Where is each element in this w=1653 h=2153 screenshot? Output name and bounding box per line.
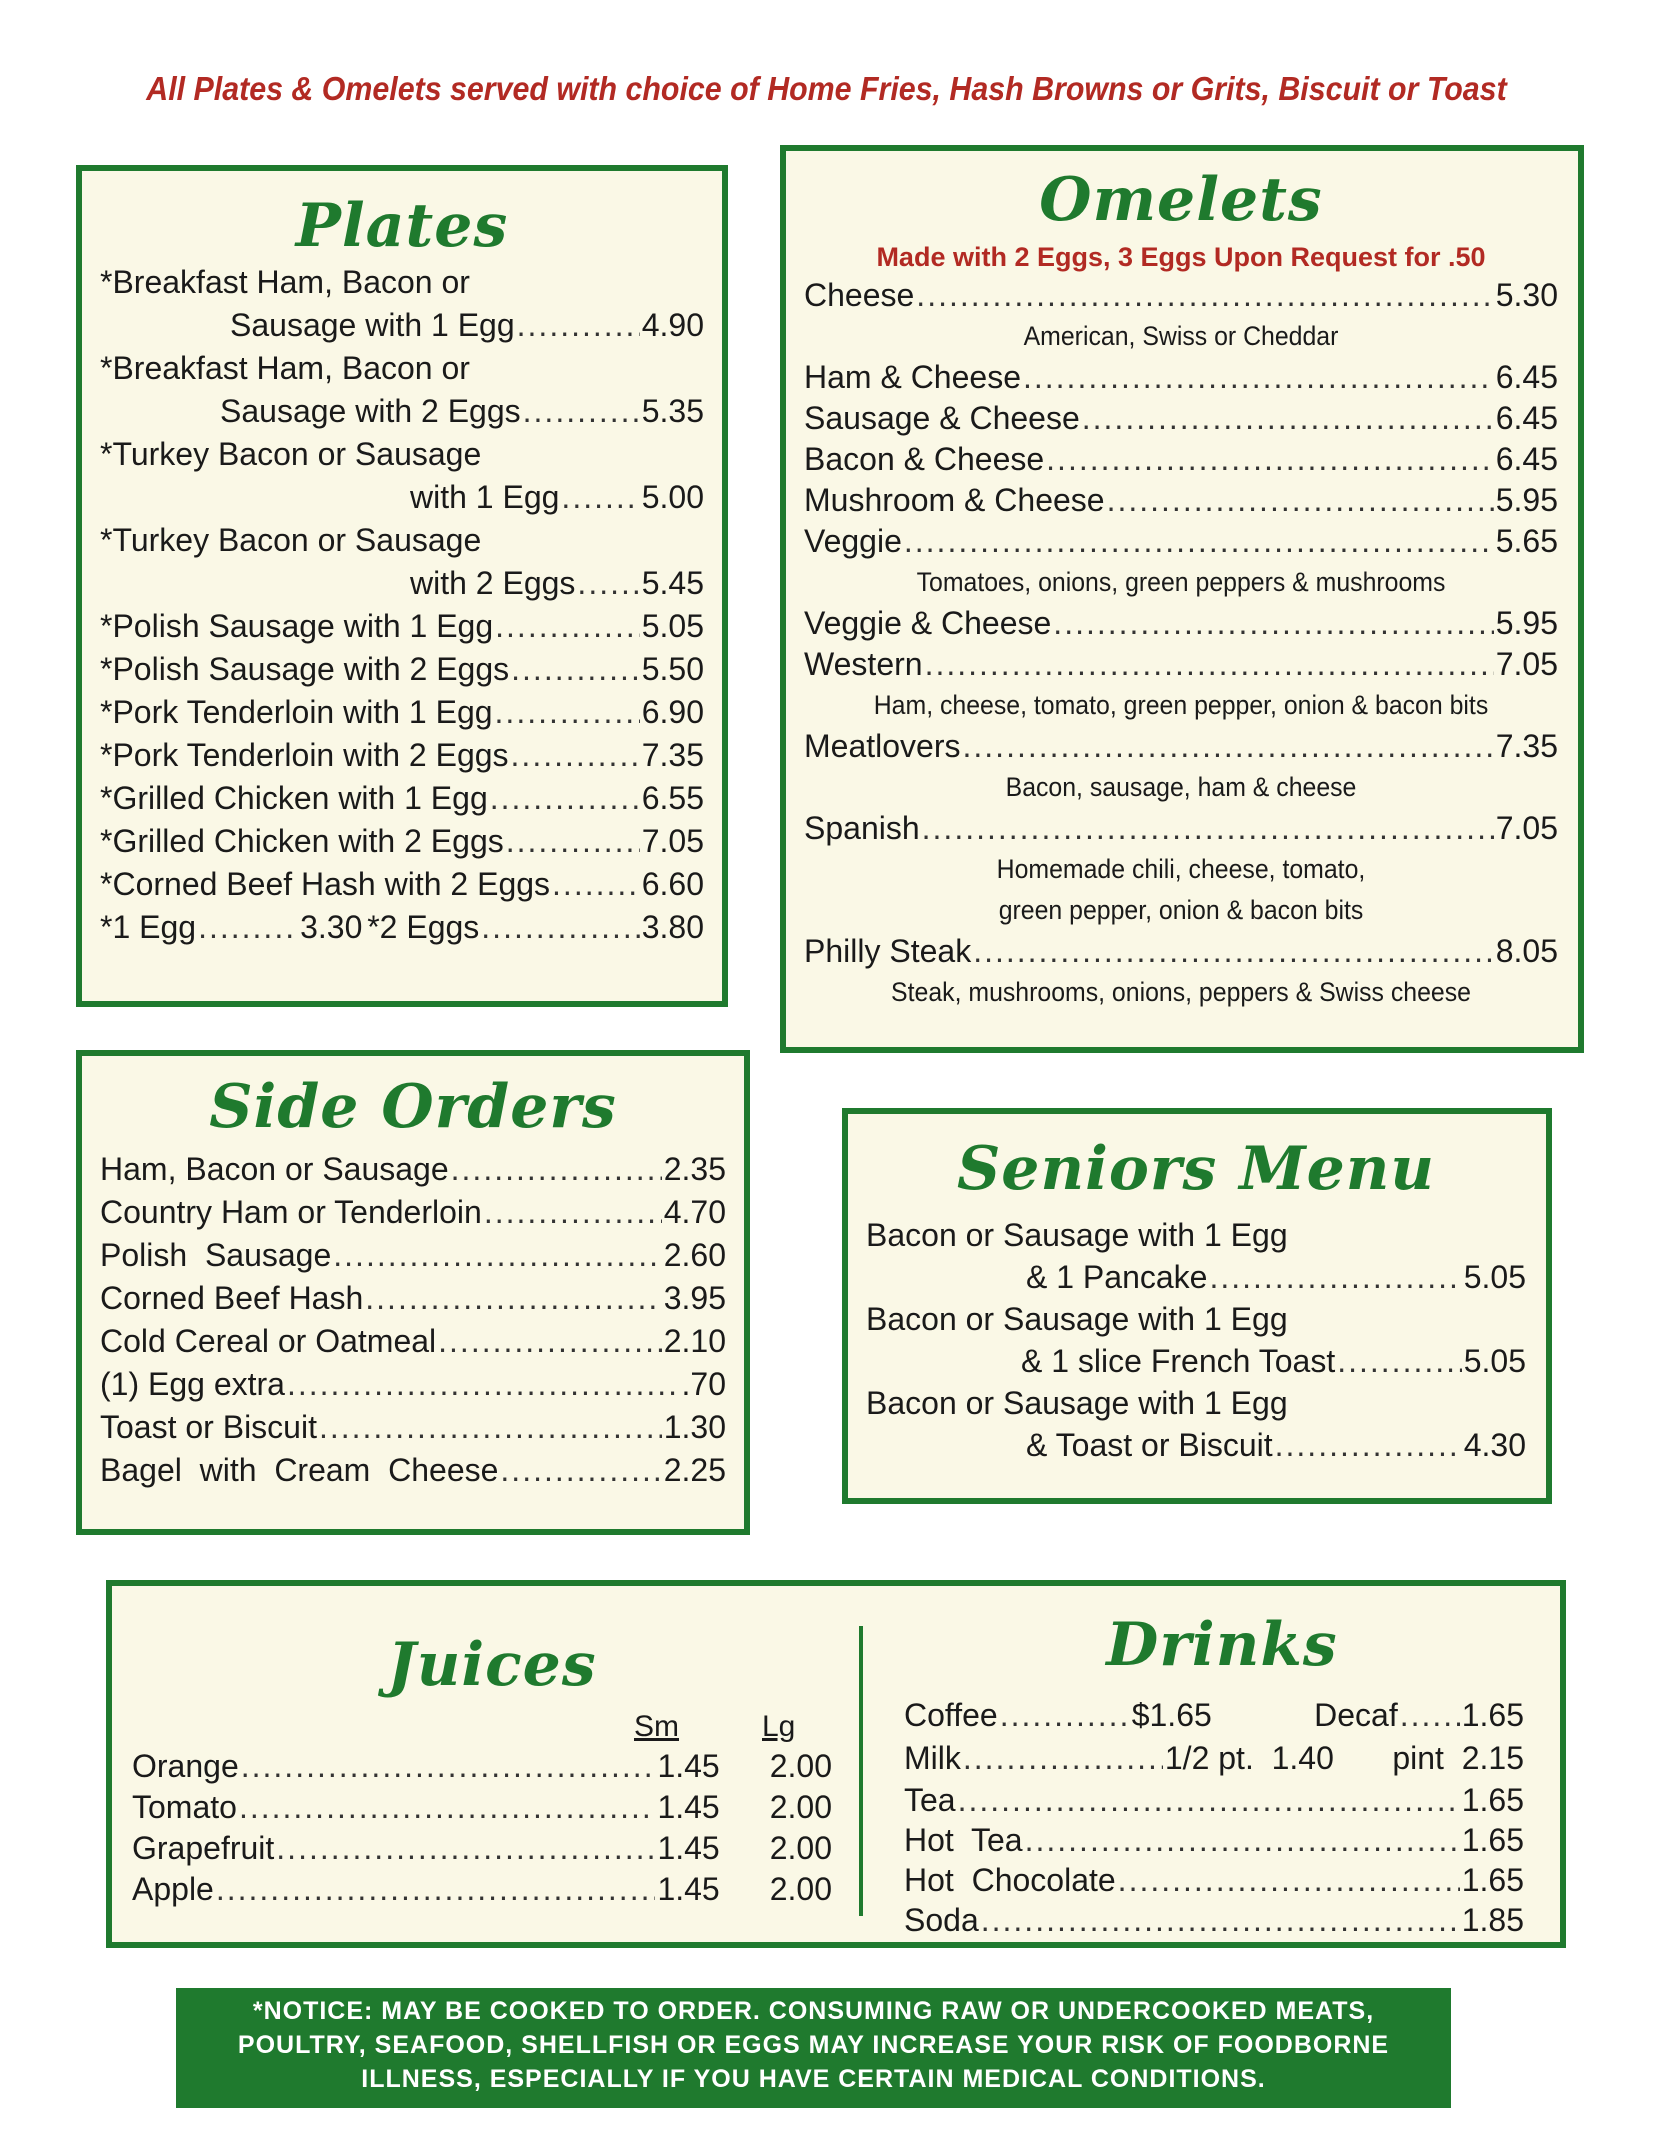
menu-item-row (100, 1234, 726, 1277)
plates-title: Plates (295, 191, 509, 261)
menu-item-row (804, 726, 1558, 767)
menu-item-row (100, 648, 704, 691)
side-orders-list (100, 1148, 726, 1492)
menu-item-row (100, 390, 704, 433)
juice-row (132, 1746, 832, 1787)
seniors-panel (842, 1108, 1552, 1504)
large-price: 2.00 (769, 1871, 832, 1907)
menu-item-row (804, 398, 1558, 439)
item-description: Bacon, sausage, ham & cheese (1005, 772, 1357, 802)
menu-item-label: Ham, Bacon or Sausage (100, 1151, 449, 1187)
menu-item-label: *1 Egg (100, 909, 197, 945)
menu-item-label: & Toast or Biscuit (1026, 1427, 1273, 1463)
menu-item-row (804, 275, 1558, 316)
menu-item-label: Veggie (804, 523, 902, 559)
side-orders-title: Side Orders (209, 1072, 617, 1142)
menu-item-label: & 1 slice French Toast (1021, 1343, 1336, 1379)
banner-text: All Plates & Omelets served with choice of Home Fries, Hash Browns or Grits, Biscuit or Toast (146, 70, 1507, 107)
seniors-title: Seniors Menu (956, 1134, 1436, 1204)
menu-item-price: 2.60 (663, 1237, 726, 1273)
menu-item-price: 7.05 (641, 823, 704, 859)
seniors-list (866, 1214, 1526, 1466)
menu-item-price: 5.45 (641, 565, 704, 601)
large-price: 2.00 (769, 1789, 832, 1825)
menu-item-label: Polish Sausage (100, 1237, 332, 1273)
menu-item-price: 1.65 (1461, 1862, 1524, 1898)
menu-item-row (866, 1298, 1526, 1340)
menu-item-price: 5.65 (1495, 523, 1558, 559)
menu-item-label: Spanish (804, 810, 920, 846)
menu-item-label: Milk (904, 1740, 961, 1776)
menu-item-price: 7.35 (1495, 728, 1558, 764)
large-price: 2.00 (769, 1830, 832, 1866)
juices-list (132, 1746, 832, 1910)
item-description: Steak, mushrooms, onions, peppers & Swiss cheese (891, 977, 1471, 1007)
menu-item-label: Bagel with Cream Cheese (100, 1452, 499, 1488)
menu-item-label: *Pork Tenderloin with 1 Egg (100, 694, 493, 730)
milk-row (904, 1737, 1524, 1780)
menu-item-price: 1.65 (1461, 1697, 1524, 1733)
menu-item-label: Corned Beef Hash (100, 1280, 364, 1316)
menu-item-price: 5.30 (1495, 277, 1558, 313)
menu-item-label: Country Ham or Tenderloin (100, 1194, 482, 1230)
menu-item-label: *Grilled Chicken with 1 Egg (100, 780, 488, 816)
juice-row (132, 1828, 832, 1869)
menu-item-price: 6.45 (1495, 400, 1558, 436)
menu-item-price: 5.05 (1463, 1343, 1526, 1379)
drinks-list (904, 1694, 1524, 1940)
section-divider (859, 1626, 863, 1916)
menu-item-label: *Turkey Bacon or Sausage (100, 522, 482, 558)
notice-line: ILLNESS, ESPECIALLY IF YOU HAVE CERTAIN MEDICAL CONDITIONS. (361, 2065, 1266, 2093)
menu-item-label: Veggie & Cheese (804, 605, 1052, 641)
menu-item-price: 2.10 (663, 1323, 726, 1359)
omelets-list (804, 275, 1558, 1013)
menu-item-label: Western (804, 646, 923, 682)
menu-item-label: *Breakfast Ham, Bacon or (100, 264, 470, 300)
menu-item-price: 6.55 (641, 780, 704, 816)
menu-item-price: 5.95 (1495, 482, 1558, 518)
item-description: green pepper, onion & bacon bits (998, 895, 1364, 925)
menu-item-price: 1.65 (1461, 1782, 1524, 1818)
menu-item-label: Soda (904, 1902, 979, 1938)
small-column-header: Sm (634, 1710, 679, 1743)
menu-item-row (100, 347, 704, 390)
food-safety-notice (176, 1988, 1451, 2108)
menu-item-label: *Polish Sausage with 1 Egg (100, 608, 494, 644)
notice-line: *NOTICE: MAY BE COOKED TO ORDER. CONSUMING RAW OR UNDERCOOKED MEATS, (252, 1997, 1375, 2025)
menu-item-row (904, 1900, 1524, 1940)
menu-item-price: 5.35 (641, 393, 704, 429)
menu-item-row (100, 1191, 726, 1234)
menu-item-row (100, 1277, 726, 1320)
menu-item-row (904, 1860, 1524, 1900)
menu-item-label: Decaf (1314, 1697, 1398, 1733)
menu-item-label: Cheese (804, 277, 915, 313)
item-description: Tomatoes, onions, green peppers & mushrooms (916, 567, 1446, 597)
small-price: 1.45 (657, 1830, 720, 1866)
menu-item-label: Tomato (132, 1789, 237, 1825)
menu-item-label: Philly Steak (804, 933, 972, 969)
menu-item-label: Bacon or Sausage with 1 Egg (866, 1217, 1288, 1253)
menu-item-label: Tea (904, 1782, 956, 1818)
menu-item-price: 3.30 (300, 909, 363, 945)
menu-item-price: 2.35 (663, 1151, 726, 1187)
menu-item-row (804, 480, 1558, 521)
small-price: 1.45 (657, 1871, 720, 1907)
menu-item-label: *Pork Tenderloin with 2 Eggs (100, 737, 509, 773)
menu-item-row (100, 734, 704, 777)
menu-item-row (804, 931, 1558, 972)
coffee-row (904, 1694, 1524, 1737)
omelets-subtitle: Made with 2 Eggs, 3 Eggs Upon Request for .50 (876, 242, 1486, 272)
menu-item-price: 5.50 (641, 651, 704, 687)
small-price: 1.45 (657, 1789, 720, 1825)
omelets-panel (780, 145, 1584, 1053)
menu-item-label: *2 Eggs (367, 909, 480, 945)
juices-drinks-panel (106, 1580, 1566, 1948)
juices-title: Juices (387, 1630, 597, 1700)
menu-item-price: 5.95 (1495, 605, 1558, 641)
menu-item-row (866, 1340, 1526, 1382)
menu-item-price: 1.85 (1461, 1902, 1524, 1938)
menu-item-label: with 1 Egg (410, 479, 560, 515)
menu-item-label: Meatlovers (804, 728, 961, 764)
menu-item-row (100, 605, 704, 648)
menu-item-label: Bacon or Sausage with 1 Egg (866, 1301, 1288, 1337)
menu-item-price: 3.95 (663, 1280, 726, 1316)
menu-item-price: 2.25 (663, 1452, 726, 1488)
menu-item-label: Orange (132, 1748, 239, 1784)
menu-item-label: Mushroom & Cheese (804, 482, 1105, 518)
menu-item-row (904, 1820, 1524, 1860)
omelets-title: Omelets (1039, 165, 1323, 235)
menu-item-row (100, 562, 704, 605)
menu-item-label: Coffee (904, 1697, 998, 1733)
large-price: 2.00 (769, 1748, 832, 1784)
item-description: American, Swiss or Cheddar (1023, 321, 1339, 351)
menu-item-label: Ham & Cheese (804, 359, 1021, 395)
menu-item-price: pint 2.15 (1392, 1740, 1524, 1776)
menu-item-price: 5.05 (1463, 1259, 1526, 1295)
menu-item-price: 5.00 (641, 479, 704, 515)
juice-row (132, 1787, 832, 1828)
menu-item-price: 7.05 (1495, 646, 1558, 682)
menu-item-row (100, 1320, 726, 1363)
menu-item-label: *Polish Sausage with 2 Eggs (100, 651, 510, 687)
menu-item-label: Sausage & Cheese (804, 400, 1080, 436)
menu-item-price: 5.05 (641, 608, 704, 644)
menu-item-label: *Breakfast Ham, Bacon or (100, 350, 470, 386)
menu-item-label: with 2 Eggs (410, 565, 576, 601)
menu-item-label: Bacon & Cheese (804, 441, 1045, 477)
item-description: Ham, cheese, tomato, green pepper, onion & bacon bits (873, 690, 1489, 720)
menu-item-row (100, 261, 704, 304)
menu-item-label: *Turkey Bacon or Sausage (100, 436, 482, 472)
menu-item-label: Hot Tea (904, 1822, 1023, 1858)
menu-item-label: Cold Cereal or Oatmeal (100, 1323, 437, 1359)
menu-item-price: 7.35 (641, 737, 704, 773)
small-price: 1.45 (657, 1748, 720, 1784)
menu-item-row (804, 357, 1558, 398)
menu-item-row (804, 439, 1558, 480)
menu-item-price: 1/2 pt. 1.40 (1164, 1740, 1334, 1776)
menu-item-price: 6.45 (1495, 441, 1558, 477)
menu-item-label: Bacon or Sausage with 1 Egg (866, 1385, 1288, 1421)
side-orders-panel (76, 1050, 750, 1535)
menu-item-label: (1) Egg extra (100, 1366, 285, 1402)
menu-item-label: *Grilled Chicken with 2 Eggs (100, 823, 504, 859)
menu-item-row (904, 1780, 1524, 1820)
menu-item-row (100, 304, 704, 347)
juice-row (132, 1869, 832, 1910)
menu-item-row (804, 644, 1558, 685)
menu-item-row (866, 1256, 1526, 1298)
drinks-title: Drinks (1106, 1610, 1338, 1680)
menu-item-price: 4.90 (641, 307, 704, 343)
menu-item-price: 6.90 (641, 694, 704, 730)
menu-item-row (100, 1406, 726, 1449)
menu-item-label: Grapefruit (132, 1830, 275, 1866)
menu-item-price: 1.65 (1461, 1822, 1524, 1858)
menu-item-row (804, 521, 1558, 562)
menu-item-price: $1.65 (1131, 1697, 1212, 1733)
menu-item-row (804, 603, 1558, 644)
menu-item-row (100, 777, 704, 820)
menu-item-price: 4.70 (663, 1194, 726, 1230)
menu-item-row (100, 691, 704, 734)
menu-item-label: & 1 Pancake (1026, 1259, 1208, 1295)
menu-item-price: 4.30 (1463, 1427, 1526, 1463)
menu-item-label: Hot Chocolate (904, 1862, 1116, 1898)
menu-item-label: Apple (132, 1871, 214, 1907)
menu-item-row (100, 1148, 726, 1191)
menu-item-label: *Corned Beef Hash with 2 Eggs (100, 866, 551, 902)
notice-line: POULTRY, SEAFOOD, SHELLFISH OR EGGS MAY INCREASE YOUR RISK OF FOODBORNE (237, 2031, 1390, 2059)
menu-item-row (100, 433, 704, 476)
menu-item-price: .70 (681, 1366, 726, 1402)
plates-panel (76, 165, 728, 1007)
plates-list (100, 261, 704, 906)
menu-item-price: 1.30 (663, 1409, 726, 1445)
menu-item-row (100, 863, 704, 906)
menu-item-row (100, 476, 704, 519)
menu-item-label: Sausage with 1 Egg (230, 307, 515, 343)
menu-item-row (100, 1449, 726, 1492)
menu-item-price: 7.05 (1495, 810, 1558, 846)
menu-item-label: Sausage with 2 Eggs (220, 393, 521, 429)
menu-item-price: 6.45 (1495, 359, 1558, 395)
menu-item-row (100, 519, 704, 562)
menu-item-row (804, 808, 1558, 849)
menu-item-row (100, 1363, 726, 1406)
item-description: Homemade chili, cheese, tomato, (996, 854, 1366, 884)
menu-item-price: 8.05 (1495, 933, 1558, 969)
menu-item-row (100, 820, 704, 863)
menu-item-row (866, 1424, 1526, 1466)
menu-item-price: 3.80 (641, 909, 704, 945)
egg-prices-row (100, 906, 704, 949)
menu-item-row (866, 1382, 1526, 1424)
menu-item-price: 6.60 (641, 866, 704, 902)
menu-item-row (866, 1214, 1526, 1256)
large-column-header: Lg (762, 1710, 796, 1743)
menu-item-label: Toast or Biscuit (100, 1409, 317, 1445)
